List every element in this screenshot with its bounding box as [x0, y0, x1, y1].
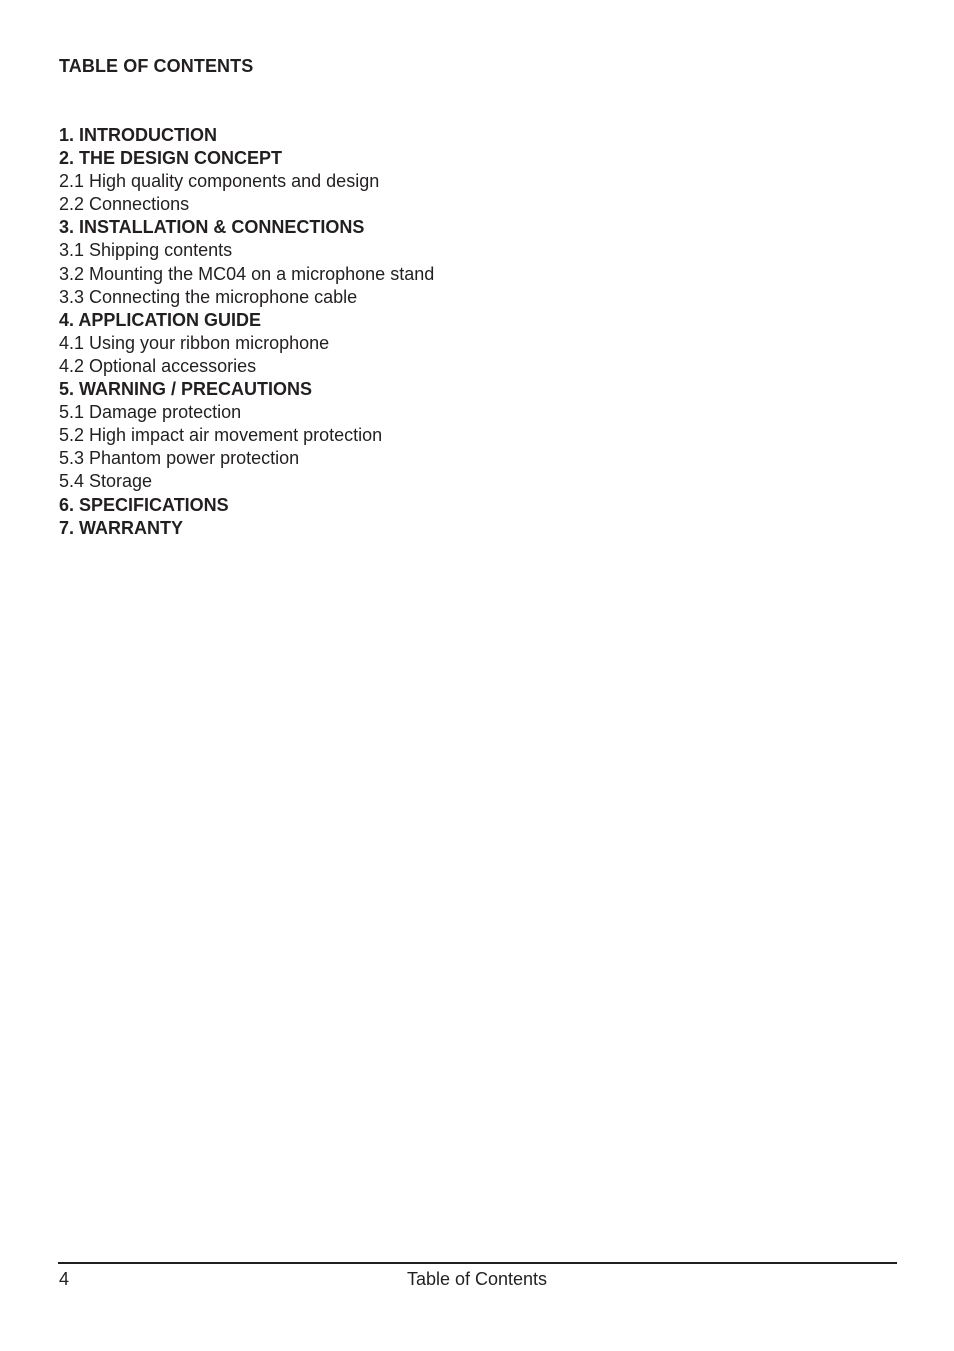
toc-entry-storage: 5.4 Storage: [59, 471, 153, 492]
toc-entry-optional-accessories: 4.2 Optional accessories: [59, 355, 257, 376]
toc-entry-warranty: 7. WARRANTY: [59, 517, 184, 538]
toc-entry-mounting: 3.2 Mounting the MC04 on a microphone stand: [59, 263, 435, 284]
toc-entry-application-guide: 4. APPLICATION GUIDE: [59, 309, 262, 330]
toc-entry-specifications: 6. SPECIFICATIONS: [59, 494, 229, 515]
page-number: 4: [59, 1269, 70, 1289]
toc-entry-damage-protection: 5.1 Damage protection: [59, 402, 242, 423]
toc-entry-connecting-cable: 3.3 Connecting the microphone cable: [59, 286, 358, 307]
toc-entry-design-concept: 2. THE DESIGN CONCEPT: [59, 148, 283, 169]
footer-title: Table of Contents: [406, 1269, 548, 1289]
toc-entry-using-ribbon: 4.1 Using your ribbon microphone: [59, 332, 330, 353]
toc-entry-shipping-contents: 3.1 Shipping contents: [59, 240, 233, 261]
page-title: TABLE OF CONTENTS: [59, 56, 254, 76]
toc-entry-components-design: 2.1 High quality components and design: [59, 171, 380, 192]
toc-entry-installation-connections: 3. INSTALLATION & CONNECTIONS: [59, 217, 365, 238]
footer-divider: [58, 1262, 897, 1264]
toc-entry-warning-precautions: 5. WARNING / PRECAUTIONS: [59, 379, 313, 400]
toc-entry-connections: 2.2 Connections: [59, 194, 190, 215]
table-of-contents: [59, 124, 434, 540]
toc-entry-phantom-power: 5.3 Phantom power protection: [59, 448, 300, 469]
toc-entry-introduction: 1. INTRODUCTION: [59, 125, 218, 145]
toc-entry-air-movement: 5.2 High impact air movement protection: [59, 425, 383, 446]
